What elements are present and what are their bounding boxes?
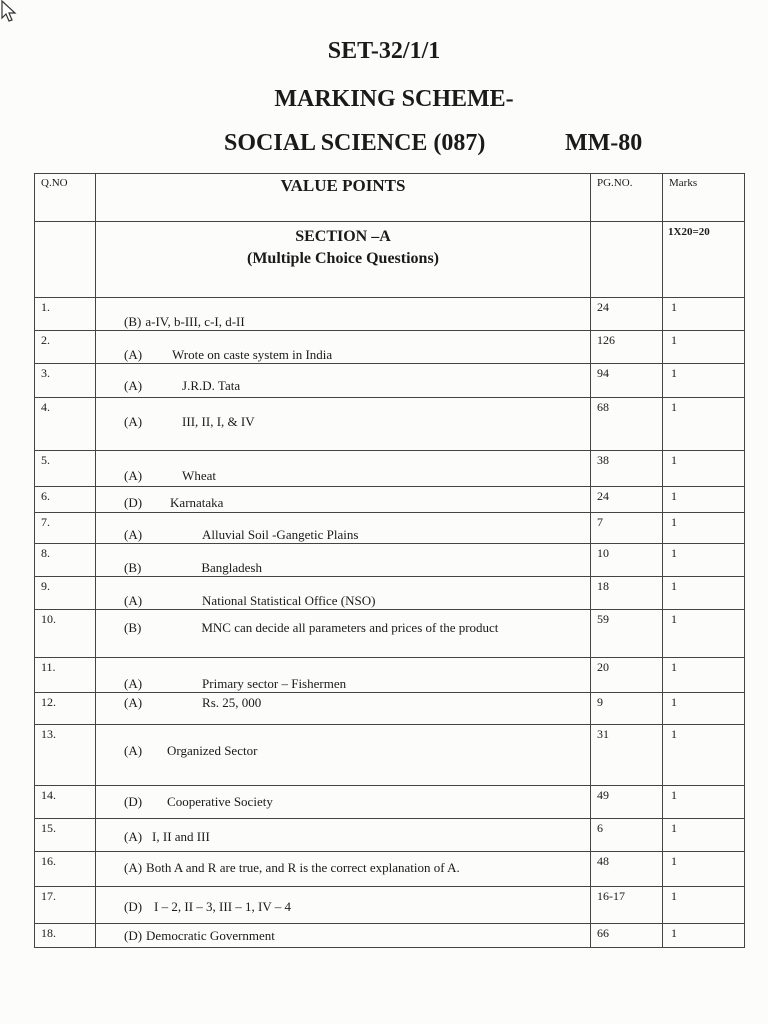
page-number: 24 — [591, 298, 663, 331]
page-number: 66 — [591, 924, 663, 948]
answer-text: III, II, I, & IV — [182, 414, 255, 429]
answer-option: (D) — [124, 899, 143, 914]
page-number: 94 — [591, 364, 663, 398]
answer-option: (D) — [124, 794, 143, 809]
question-number: 3. — [35, 364, 96, 398]
marks-value: 1 — [663, 577, 745, 610]
answer-cell — [96, 398, 591, 451]
answer-option: (A) — [124, 414, 143, 429]
table-row — [35, 852, 745, 887]
section-heading — [96, 222, 591, 298]
marks-value: 1 — [663, 786, 745, 819]
table-row — [35, 786, 745, 819]
table-row — [35, 298, 745, 331]
answer-option: (B) — [124, 314, 142, 329]
page-number: 48 — [591, 852, 663, 887]
page-number: 59 — [591, 610, 663, 658]
question-number: 14. — [35, 786, 96, 819]
answer-cell — [96, 451, 591, 487]
table-row — [35, 725, 745, 786]
table-row — [35, 887, 745, 924]
answer-option: (A) — [124, 378, 143, 393]
table-row — [35, 693, 745, 725]
question-number: 15. — [35, 819, 96, 852]
answer-option: (A) — [124, 743, 143, 758]
table-row — [35, 924, 745, 948]
answer-text: MNC can decide all parameters and prices of the product — [201, 620, 499, 635]
question-number: 2. — [35, 331, 96, 364]
table-row — [35, 331, 745, 364]
answer-option: (A) — [124, 468, 143, 483]
table-row — [35, 451, 745, 487]
header-value-points: VALUE POINTS — [96, 174, 591, 222]
answer-option: (A) — [124, 695, 143, 710]
marks-value: 1 — [663, 398, 745, 451]
answer-text: Democratic Government — [146, 928, 275, 943]
page-number: 7 — [591, 513, 663, 544]
answer-text: Karnataka — [170, 495, 224, 510]
answer-option: (D) — [124, 495, 143, 510]
answer-cell — [96, 577, 591, 610]
question-number: 11. — [35, 658, 96, 693]
question-number: 17. — [35, 887, 96, 924]
marks-value: 1 — [663, 513, 745, 544]
answer-cell — [96, 887, 591, 924]
answer-cell — [96, 331, 591, 364]
section-qno-cell — [35, 222, 96, 298]
answer-option: (A) — [124, 527, 143, 542]
page-number: 10 — [591, 544, 663, 577]
marks-value: 1 — [663, 451, 745, 487]
answer-cell — [96, 852, 591, 887]
page-number: 20 — [591, 658, 663, 693]
answer-cell — [96, 513, 591, 544]
question-number: 9. — [35, 577, 96, 610]
table-row — [35, 398, 745, 451]
answer-cell — [96, 487, 591, 513]
question-number: 13. — [35, 725, 96, 786]
page-number: 6 — [591, 819, 663, 852]
section-row — [35, 222, 745, 298]
page-number: 24 — [591, 487, 663, 513]
answer-text: Bangladesh — [201, 560, 262, 575]
page-number: 18 — [591, 577, 663, 610]
question-number: 4. — [35, 398, 96, 451]
answer-option: (D) — [124, 928, 143, 943]
answer-option: (A) — [124, 860, 143, 875]
answer-option: (A) — [124, 676, 143, 691]
answer-text: a-IV, b-III, c-I, d-II — [145, 314, 245, 329]
question-number: 7. — [35, 513, 96, 544]
table-row — [35, 513, 745, 544]
marks-value: 1 — [663, 924, 745, 948]
marks-value: 1 — [663, 725, 745, 786]
question-number: 12. — [35, 693, 96, 725]
page-number: 9 — [591, 693, 663, 725]
marks-value: 1 — [663, 658, 745, 693]
answer-cell — [96, 544, 591, 577]
page-number: 38 — [591, 451, 663, 487]
marks-value: 1 — [663, 887, 745, 924]
answer-text: Alluvial Soil -Gangetic Plains — [202, 527, 359, 542]
marking-table — [34, 173, 745, 948]
answer-text: Rs. 25, 000 — [202, 695, 262, 710]
answer-cell — [96, 693, 591, 725]
answer-text: J.R.D. Tata — [182, 378, 241, 393]
answer-cell — [96, 610, 591, 658]
section-title: SECTION –A — [295, 228, 391, 245]
header-qno: Q.NO — [35, 174, 96, 222]
answer-option: (A) — [124, 347, 143, 362]
table-header-row — [35, 174, 745, 222]
table-row — [35, 610, 745, 658]
page-number: 16-17 — [591, 887, 663, 924]
table-row — [35, 544, 745, 577]
answer-text: National Statistical Office (NSO) — [202, 593, 376, 608]
section-pg-cell — [591, 222, 663, 298]
question-number: 18. — [35, 924, 96, 948]
answer-text: Cooperative Society — [167, 794, 273, 809]
answer-text: I – 2, II – 3, III – 1, IV – 4 — [154, 899, 292, 914]
marks-value: 1 — [663, 610, 745, 658]
mouse-pointer-icon — [0, 0, 20, 24]
subject-title: SOCIAL SCIENCE (087) — [224, 130, 486, 156]
table-row — [35, 577, 745, 610]
page-number: 31 — [591, 725, 663, 786]
table-row — [35, 364, 745, 398]
marks-value: 1 — [663, 852, 745, 887]
marks-value: 1 — [663, 544, 745, 577]
question-number: 5. — [35, 451, 96, 487]
marks-value: 1 — [663, 693, 745, 725]
answer-option: (B) — [124, 620, 142, 635]
question-number: 16. — [35, 852, 96, 887]
scheme-title: MARKING SCHEME- — [274, 86, 514, 112]
set-title: SET-32/1/1 — [327, 38, 441, 64]
answer-text: Primary sector – Fishermen — [202, 676, 347, 691]
answer-cell — [96, 364, 591, 398]
answer-text: Wrote on caste system in India — [172, 347, 333, 362]
marks-value: 1 — [663, 487, 745, 513]
marks-value: 1 — [663, 819, 745, 852]
header-pgno: PG.NO. — [591, 174, 663, 222]
page-number: 49 — [591, 786, 663, 819]
question-number: 8. — [35, 544, 96, 577]
answer-option: (A) — [124, 829, 143, 844]
answer-cell — [96, 819, 591, 852]
section-marks: 1X20=20 — [663, 222, 745, 298]
answer-text: Organized Sector — [167, 743, 258, 758]
answer-text: I, II and III — [152, 829, 210, 844]
answer-cell — [96, 658, 591, 693]
table-row — [35, 819, 745, 852]
question-number: 10. — [35, 610, 96, 658]
header-marks: Marks — [663, 174, 745, 222]
answer-cell — [96, 725, 591, 786]
table-row — [35, 658, 745, 693]
question-number: 1. — [35, 298, 96, 331]
question-number: 6. — [35, 487, 96, 513]
answer-cell — [96, 786, 591, 819]
marks-value: 1 — [663, 331, 745, 364]
marks-value: 1 — [663, 364, 745, 398]
max-marks: MM-80 — [565, 130, 643, 156]
marks-value: 1 — [663, 298, 745, 331]
page-number: 126 — [591, 331, 663, 364]
page-number: 68 — [591, 398, 663, 451]
answer-cell — [96, 298, 591, 331]
answer-option: (A) — [124, 593, 143, 608]
answer-cell — [96, 924, 591, 948]
answer-text: Both A and R are true, and R is the correct explanation of A. — [146, 860, 460, 875]
section-subtitle: (Multiple Choice Questions) — [247, 250, 439, 267]
answer-option: (B) — [124, 560, 142, 575]
answer-text: Wheat — [182, 468, 216, 483]
table-row — [35, 487, 745, 513]
